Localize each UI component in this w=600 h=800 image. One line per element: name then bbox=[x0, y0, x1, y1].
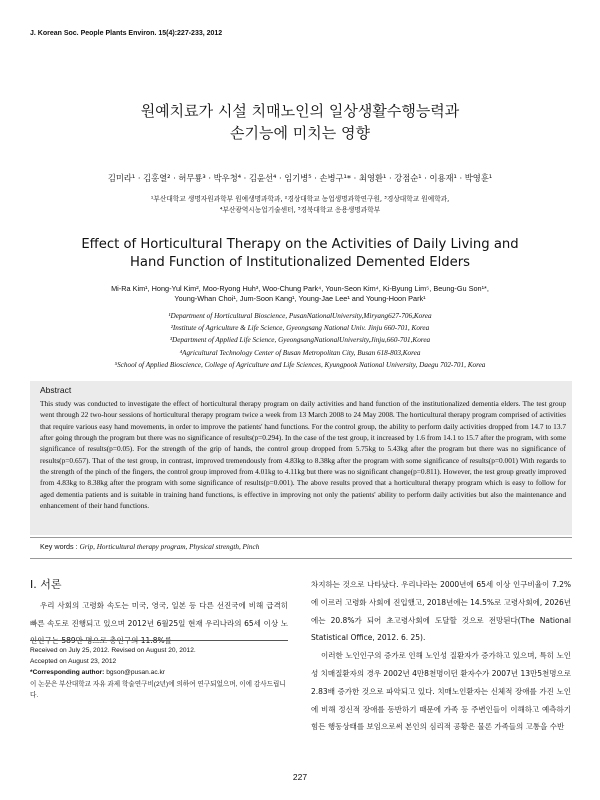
english-title-line-2: Hand Function of Institutionalized Demented Elders bbox=[129, 255, 471, 270]
korean-affiliation-line: ¹부산대학교 생명자원과학부 원예생명과학과, ²경상대학교 농업생명과학연구원, ³경상대학교 원예학과, bbox=[150, 195, 450, 203]
english-affiliations bbox=[30, 310, 570, 371]
footnote-rule bbox=[30, 640, 288, 641]
corresponding-email: bgson@pusan.ac.kr bbox=[106, 669, 165, 677]
keywords-label: Key words : bbox=[40, 542, 78, 551]
korean-affiliation-line: ⁴부산광역시농업기술센터, ⁵경북대학교 응용생명과학부 bbox=[219, 206, 381, 214]
page-number: 227 bbox=[292, 772, 308, 782]
english-title-line-1: Effect of Horticultural Therapy on the Activities of Daily Living and bbox=[81, 237, 519, 252]
section-heading-introduction: Ⅰ. 서론 bbox=[30, 578, 62, 591]
korean-title bbox=[0, 100, 600, 144]
keywords-list: Grip, Horticultural therapy program, Physical strength, Pinch bbox=[79, 543, 260, 551]
korean-title-line-1: 원예치료가 시설 치매노인의 일상생활수행능력과 bbox=[140, 102, 460, 120]
english-title bbox=[0, 236, 600, 272]
received-note: Received on July 25, 2012. Revised on August 20, 2012. bbox=[30, 647, 196, 654]
keywords-rule-bottom bbox=[30, 558, 572, 559]
intro-paragraph: 이러한 노인인구의 증가로 인해 노인성 질환자가 증가하고 있으며, 특히 노인성 치매질환자의 경우 2002년 4만8천명이던 환자수가 2007년 13만5천명으로 2.83배 증가한 것으로 파악되고 있다. 치매노인환자는 신체적 장애를 가진 노인에 비해 정신적 장애를 동반하기 때문에 가족 등 주변인들이 이해하고 예측하기 힘든 행동상태를 보임으로써 본인의 심리적 공황은 물론 가족들의 고통을 수반 bbox=[311, 651, 571, 732]
english-affiliation-4: ⁴Agricultural Technology Center of Busan Metropolitan City, Busan 618-803,Korea bbox=[179, 348, 421, 357]
korean-title-line-2: 손기능에 미치는 영향 bbox=[230, 124, 370, 142]
english-authors-line: Mi-Ra Kim¹, Hong-Yul Kim², Moo-Ryong Huh³, Woo-Chung Park⁴, Youn-Seon Kim⁴, Ki-Byung Lim⁵, Beung-Gu Son¹*, bbox=[111, 284, 489, 293]
keywords-rule-top bbox=[30, 537, 572, 538]
footnotes bbox=[30, 645, 288, 701]
english-authors-line: Young-Whan Choi¹, Jum-Soon Kang¹, Young-Jae Lee¹ and Young-Hoon Park¹ bbox=[174, 294, 426, 303]
english-affiliation-2: ²Institute of Agriculture & Life Science, Gyeongsang National Univ. Jinju 660-701, Korea bbox=[170, 324, 430, 333]
intro-paragraph-left: 우리 사회의 고령화 속도는 미국, 영국, 일본 등 다른 선진국에 비해 급격히 빠른 속도로 진행되고 있으며 2012년 6월25일 현재 우리나라의 65세 이상 노인인구는 589만 명으로 총인구의 11.8%를 bbox=[30, 601, 288, 646]
journal-citation: J. Korean Soc. People Plants Environ. 15(4):227-233, 2012 bbox=[30, 30, 223, 37]
intro-column-right bbox=[311, 576, 571, 736]
english-affiliation-1: ¹Department of Horticultural Bioscience, PusanNationalUniversity,Miryang627-706,Korea bbox=[168, 312, 432, 320]
accepted-note: Accepted on August 23, 2012 bbox=[30, 658, 117, 666]
english-affiliation-3: ³Department of Applied Life Science, GyeongsangNationalUniversity,Jinju,660-701,Korea bbox=[169, 336, 431, 345]
korean-authors: 김미라¹ · 김홍열² · 허무룡³ · 박우청⁴ · 김윤선⁴ · 임기병⁵ · 손병구¹* · 최영환¹ · 강점순¹ · 이용재¹ · 박영훈¹ bbox=[107, 173, 493, 183]
corresponding-label: *Corresponding author: bbox=[30, 669, 105, 677]
abstract-heading: Abstract bbox=[40, 385, 72, 395]
funding-note: 이 논문은 부산대학교 자유 과제 학술연구비(2년)에 의하여 연구되었으며, 이에 감사드립니다. bbox=[30, 680, 286, 699]
english-affiliation-5: ⁵School of Applied Bioscience, College of Agriculture and Life Sciences, Kyungpook National University, Daegu 702-701, Korea bbox=[114, 360, 486, 369]
corresponding-author bbox=[30, 667, 288, 678]
keywords bbox=[40, 542, 259, 551]
abstract-text: This study was conducted to investigate the effect of horticultural therapy program on daily activities and hand function of the institutionalized dementia elders. The test group went through 22 two-hour sessions of horticultural therapy program twice a week from 13 March 2008 to 24 May 2008. The horticultural therapy program comprised of activities that require various easy hand movements, in order to improve the patients' hand functions. For the control group, the ability to perform daily activities dropped from 14.7 to 13.7 after going through the program but there was no significance of results(p=0.294). In the case of the test group, it increased by 1.6 from 14.1 to 15.7 after the program, with some significance of results(p=0.05). For the strength of the grip of hands, the control group dropped from 5.75kg to 5.43kg after the program but there was no significance of results(p=0.657). That of the test group, in contrast, improved tremendously from 4.83kg to 8.38kg after the program with some significance of results(p=0.001) With regards to the strength of the pinch of the fingers, the control group improved from 4.01kg to 4.11kg but there was no significant change(p=0.811). However, the test group greatly improved from 4.83kg to 8.38kg after the program with some significance of results(p=0.001). The above results proved that a horticultural therapy program which is easy to follow for aged dementia patients and is suitable in training hand functions, is effective in improving not only the patients' ability to perform daily activities but also the maintenance and enhancement of their hand functions. bbox=[40, 399, 566, 511]
korean-affiliations bbox=[30, 194, 570, 216]
english-authors bbox=[30, 284, 570, 304]
intro-paragraph: 차지하는 것으로 나타났다. 우리나라는 2000년에 65세 이상 인구비율이 7.2%에 이르러 고령화 사회에 진입했고, 2018년에는 14.5%로 고령사회에, 2026년에는 20.8%가 되어 초고령사회에 도달할 것으로 전망된다(The National Statistical Office, 2012. 6. 25). bbox=[311, 580, 571, 643]
